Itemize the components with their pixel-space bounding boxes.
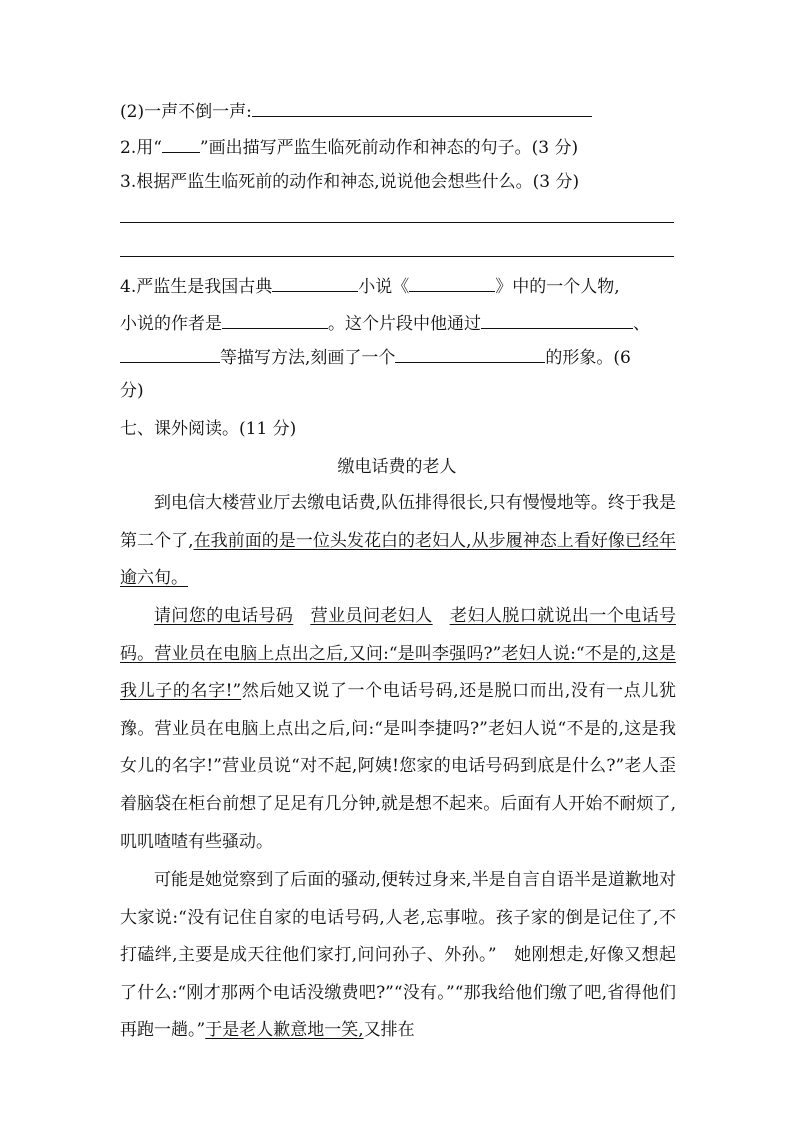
question-4-line-1 [120, 273, 620, 299]
q4-text: 4.严监生是我国古典 [120, 277, 273, 297]
paragraph-text: 到电信大楼营业厅去缴电话费,队伍排得很长,只有慢慢地等。终于我是第二个了, [120, 493, 676, 551]
q4-text: 的形象。(6 [545, 348, 631, 368]
paragraph-text: 可能是她觉察到了后面的骚动,便转过身来,半是自言自语半是道歉地对大家说:“没有记住自家的电话号码,人老,忘事啦。孩子家的倒是记住了,不打磕绊,主要是成天往他们家打,问问孙子、外孙。” 她刚想走,好像又想起了什么:“刚才那两个电话没缴费吧?”“没有。”“那我给他们缴了吧,省得他们再跑一趟。” [120, 870, 676, 1041]
underlined-sentence: 请问您的电话号码 [154, 606, 294, 626]
q4-text: 小说的作者是 [120, 314, 222, 334]
question-1-2 [120, 98, 592, 124]
question-4-line-4: 分) [120, 381, 144, 401]
question-2 [120, 134, 578, 160]
paragraph-text: 又排在 [363, 1020, 415, 1041]
underlined-sentence: 于是老人歉意地一笑, [205, 1020, 364, 1041]
article-title: 缴电话费的老人 [337, 457, 457, 477]
underlined-sentence: 老妇人脱口就说出一个电话号码。 [120, 606, 677, 664]
answer-blank[interactable] [222, 310, 328, 329]
article-paragraph-2 [120, 598, 676, 861]
underlined-sentence: 在我前面的是一位头发花白的老妇人,从步履神态上看好像已经年逾六旬。 [120, 530, 677, 589]
underlined-sentence: 营业员问老妇人 [310, 606, 433, 626]
answer-blank[interactable] [120, 344, 220, 363]
answer-blank[interactable] [409, 273, 495, 292]
q4-text: 小说《 [358, 277, 410, 297]
paragraph-text: 然后她又说了一个电话号码,还是脱口而出,没有一点儿犹豫。营业员在电脑上点出之后,问:“是叫李捷吗?”老妇人说“不是的,这是我女儿的名字!”营业员说“对不起,阿姨!您家的电话号码到底是什么?”老人歪着脑袋在柜台前想了足足有几分钟,就是想不起来。后面有人开始不耐烦了,叽叽喳喳有些骚动。 [120, 681, 676, 852]
answer-blank[interactable] [252, 98, 592, 117]
answer-line-1[interactable] [120, 222, 674, 223]
article-paragraph-3 [120, 862, 676, 1050]
q4-text: 。这个片段中他通过 [328, 314, 481, 334]
question-4-line-2 [120, 310, 650, 336]
answer-blank[interactable] [272, 273, 358, 292]
q4-text: 》中的一个人物, [495, 277, 620, 297]
q4-text: 、 [633, 314, 650, 334]
answer-line-2[interactable] [120, 256, 674, 257]
answer-blank[interactable] [395, 344, 545, 363]
question-1-2-label: (2)一声不倒一声: [120, 102, 252, 122]
section-7-heading: 七、课外阅读。(11 分) [120, 419, 297, 439]
question-3: 3.根据严监生临死前的动作和神态,说说他会想些什么。(3 分) [120, 172, 580, 192]
article-paragraph-1 [120, 485, 676, 598]
underline-sample [162, 134, 200, 153]
underlined-sentence: 营业员在电脑上点出之后,又问:“是叫李强吗?”老妇人说:“不是的,这是我儿子的名字!” [120, 643, 677, 702]
question-2-text-before: 2.用“ [120, 138, 162, 158]
question-4-line-3 [120, 344, 631, 370]
q4-text: 等描写方法,刻画了一个 [220, 348, 396, 368]
question-2-text-after: ”画出描写严监生临死前动作和神态的句子。(3 分) [199, 138, 579, 158]
answer-blank[interactable] [481, 310, 633, 329]
